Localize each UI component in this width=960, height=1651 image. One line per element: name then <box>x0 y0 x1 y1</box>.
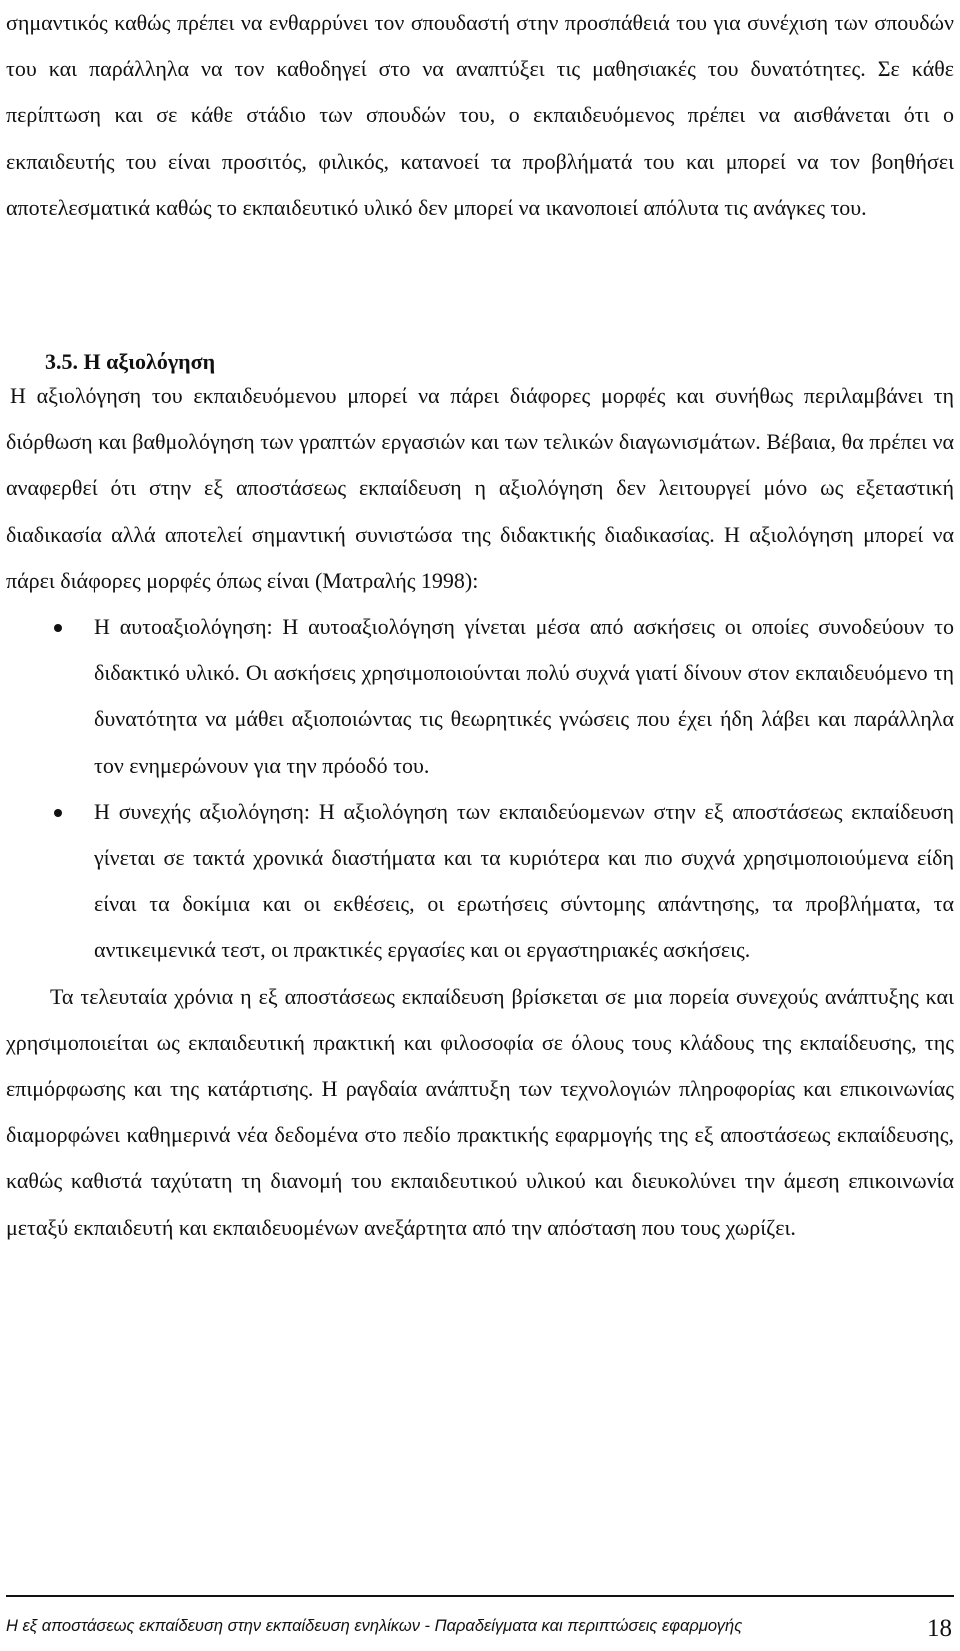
list-item <box>6 789 954 974</box>
assessment-forms-list <box>6 604 954 974</box>
closing-paragraph: Τα τελευταία χρόνια η εξ αποστάσεως εκπαίδευση βρίσκεται σε μια πορεία συνεχούς ανάπτυξης και χρησιμοποιείται ως εκπαιδευτική πρακτική και φιλοσοφία σε όλους τους κλάδους της εκπαίδευσης, της επιμόρφωσης και της κατάρτισης. Η ραγδαία ανάπτυξη των τεχνολογιών πληροφορίας και επικοινωνίας διαμορφώνει καθημερινά νέα δεδομένα στο πεδίο πρακτικής εφαρμογής της εξ αποστάσεως εκπαίδευσης, καθώς καθιστά ταχύτατη τη διανομή του εκπαιδευτικού υλικού και διευκολύνει την άμεση επικοινωνία μεταξύ εκπαιδευτή και εκπαιδευομένων ανεξάρτητα από την απόσταση που τους χωρίζει. <box>6 983 954 1240</box>
page-number: 18 <box>927 1615 952 1642</box>
bullet-icon <box>54 809 62 817</box>
intro-paragraph: σημαντικός καθώς πρέπει να ενθαρρύνει τον σπουδαστή στην προσπάθειά του για συνέχιση των σπουδών του και παράλληλα να τον καθοδηγεί στο να αναπτύξει τις μαθησιακές του δυνατότητες. Σε κάθε περίπτωση και σε κάθε στάδιο των σπουδών του, ο εκπαιδευόμενος πρέπει να αισθάνεται ότι ο εκπαιδευτής του είναι προσιτός, φιλικός, κατανοεί τα προβλήματά του και μπορεί να τον βοηθήσει αποτελεσματικά καθώς το εκπαιδευτικό υλικό δεν μπορεί να ικανοποιεί απόλυτα τις ανάγκες του. <box>6 10 954 220</box>
list-item-text: Η αυτοαξιολόγηση: Η αυτοαξιολόγηση γίνεται μέσα από ασκήσεις οι οποίες συνοδεύουν το διδακτικό υλικό. Οι ασκήσεις χρησιμοποιούνται πολύ συχνά γιατί δίνουν στον εκπαιδευόμενο τη δυνατότητα να μάθει αξιοποιώντας τις θεωρητικές γνώσεις που έχει ήδη λάβει και παράλληλα τον ενημερώνουν για την πρόοδό του. <box>94 614 954 778</box>
bullet-icon <box>54 624 62 632</box>
assessment-section <box>6 373 954 1251</box>
assessment-paragraph: Η αξιολόγηση του εκπαιδευόμενου μπορεί να πάρει διάφορες μορφές και συνήθως περιλαμβάνει τη διόρθωση και βαθμολόγηση των γραπτών εργασιών και των τελικών διαγωνισμάτων. Βέβαια, θα πρέπει να αναφερθεί ότι στην εξ αποστάσεως εκπαίδευση η αξιολόγηση δεν λειτουργεί μόνο ως εξεταστική διαδικασία αλλά αποτελεί σημαντική συνιστώσα της διδακτικής διαδικασίας. Η αξιολόγηση μπορεί να πάρει διάφορες μορφές όπως είναι (Ματραλής 1998): <box>6 383 954 593</box>
list-item <box>6 604 954 789</box>
list-item-text: Η συνεχής αξιολόγηση: Η αξιολόγηση των εκπαιδεύομενων στην εξ αποστάσεως εκπαίδευση γίνεται σε τακτά χρονικά διαστήματα και τα κυριότερα και πιο συχνά χρησιμοποιούμενα είδη είναι τα δοκίμια και οι εκθέσεις, οι ερωτήσεις σύντομης απάντησης, τα προβλήματα, τα αντικειμενικά τεστ, οι πρακτικές εργασίες και οι εργαστηριακές ασκήσεις. <box>94 798 954 963</box>
intro-section <box>6 0 954 231</box>
footer-divider <box>6 1595 954 1597</box>
footer-running-title: Η εξ αποστάσεως εκπαίδευση στην εκπαίδευση ενηλίκων - Παραδείγματα και περιπτώσεις εφαρμογής <box>6 1617 743 1635</box>
section-heading: 3.5. Η αξιολόγηση <box>45 349 216 374</box>
